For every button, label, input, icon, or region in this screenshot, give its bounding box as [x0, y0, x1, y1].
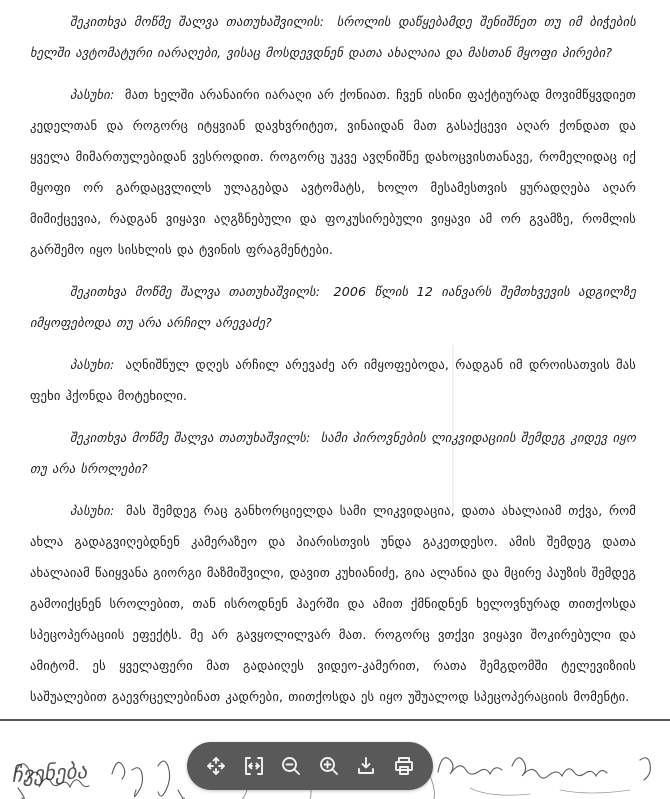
- question-2-lead: შეკითხვა მოწმე შალვა თათუხაშვილს:: [70, 284, 321, 299]
- download-icon: [354, 754, 378, 778]
- answer-3-text: მას შემდეგ რაც განხორციელდა სამი ლიკვიდაცია, დათა ახალაიამ თქვა, რომ ახლა გადაგვიღებდნენ კამერაზეო და პიარისთვის უნდა გაკეთდესო. ამის შემდეგ დათა ახალაიამ წაიყვანა გიორგი მაზმიშვილი, დავით კუხიანიძე, გია ალანია და მცირე პაუზის შემდეგ გამოიქცნენ სროლებით, თან ისროდნენ ჰაერში და ამით ქმნიდნენ ხელოვნურად თითქოსდა სპეცოპერაციის ეფექტს. მე არ გავყოლილვარ მათ. როგორც ვთქვი ვიყავი შოკირებული და ამიტომ. ეს ყველაფერი მათ გადაიღეს ვიდეო-კამერით, რათა შემგდომში ტელევიზიის საშუალებით გაევრცელებინათ კადრები, თითქოსდა ეს იყო უშუალოდ სპეცოპერაციის მომენტი.: [30, 503, 636, 704]
- question-3-text: სამი პიროვნების ლიკვიდაციის შემდეგ კიდევ იყო თუ არა სროლები?: [30, 430, 636, 476]
- zoom-out-icon: [279, 754, 303, 778]
- answer-paragraph-2: [30, 349, 636, 411]
- question-paragraph-1: [30, 6, 636, 68]
- question-1-text: სროლის დაწყებამდე შენიშნეთ თუ იმ ბიჭების ხელში ავტომატური იარაღები, ვისაც მოსდევდნენ დათა ახალაია და მასთან მყოფი პირები?: [30, 14, 636, 60]
- handwriting-left-word: ჩვენება: [11, 759, 88, 787]
- viewer-toolbar: [187, 742, 433, 790]
- download-button[interactable]: [353, 753, 379, 779]
- fit-page-icon: [204, 754, 228, 778]
- answer-paragraph-1: [30, 79, 636, 265]
- zoom-in-icon: [317, 754, 341, 778]
- question-3-lead: შეკითხვა მოწმე შალვა თათუხაშვილს:: [70, 430, 311, 445]
- scan-artifact-vertical: [452, 345, 454, 520]
- print-icon: [392, 754, 416, 778]
- answer-2-text: აღნიშნულ დღეს არჩილ არევაძე არ იმყოფებოდა, რადგან იმ დროისათვის მას ფეხი ჰქონდა მოტეხილი.: [30, 357, 637, 403]
- zoom-out-button[interactable]: [278, 753, 304, 779]
- print-button[interactable]: [391, 753, 417, 779]
- question-1-lead: შეკითხვა მოწმე შალვა თათუხაშვილის:: [70, 14, 325, 29]
- question-paragraph-2: [30, 276, 636, 338]
- fit-width-button[interactable]: [241, 753, 267, 779]
- fit-page-button[interactable]: [203, 753, 229, 779]
- answer-2-lead: პასუხი:: [70, 357, 115, 372]
- question-2-text: 2006 წლის 12 იანვარს შემთხვევის ადგილზე იმყოფებოდა თუ არა არჩილ არევაძე?: [30, 284, 636, 330]
- question-paragraph-3: [30, 422, 636, 484]
- answer-1-text: მათ ხელში არანაირი იარაღი არ ქონიათ. ჩვენ ისინი ფაქტიურად მოვიმწყვდიეთ კედელთან და როგორც იტყვიან დავხვრიტეთ, ვინაიდან მათ გასაქცევი აღარ ქონდათ და ყველა მიმართულებიდან ვესროდით. როგორც უკვე ავღნიშნე დახოცვისთანავე, რომელიდაც იქ მყოფი ორ გარდაცვლილს ულაგებდა ავტომატს, ხოლო მესამესთვის ყურადღება აღარ მიმიქცევია, რადგან ვიყავი აღგზნებული და ფოკუსირებული ვიყავი ამ ორ გვამზე, რომლის გარშემო იყო სისხლის და ტვინის ფრაგმენტები.: [30, 87, 636, 257]
- answer-3-lead: პასუხი:: [70, 503, 115, 518]
- fit-width-icon: [242, 754, 266, 778]
- page-scan-divider-line: [0, 719, 670, 721]
- answer-paragraph-3: [30, 495, 636, 712]
- zoom-in-button[interactable]: [316, 753, 342, 779]
- answer-1-lead: პასუხი:: [70, 87, 115, 102]
